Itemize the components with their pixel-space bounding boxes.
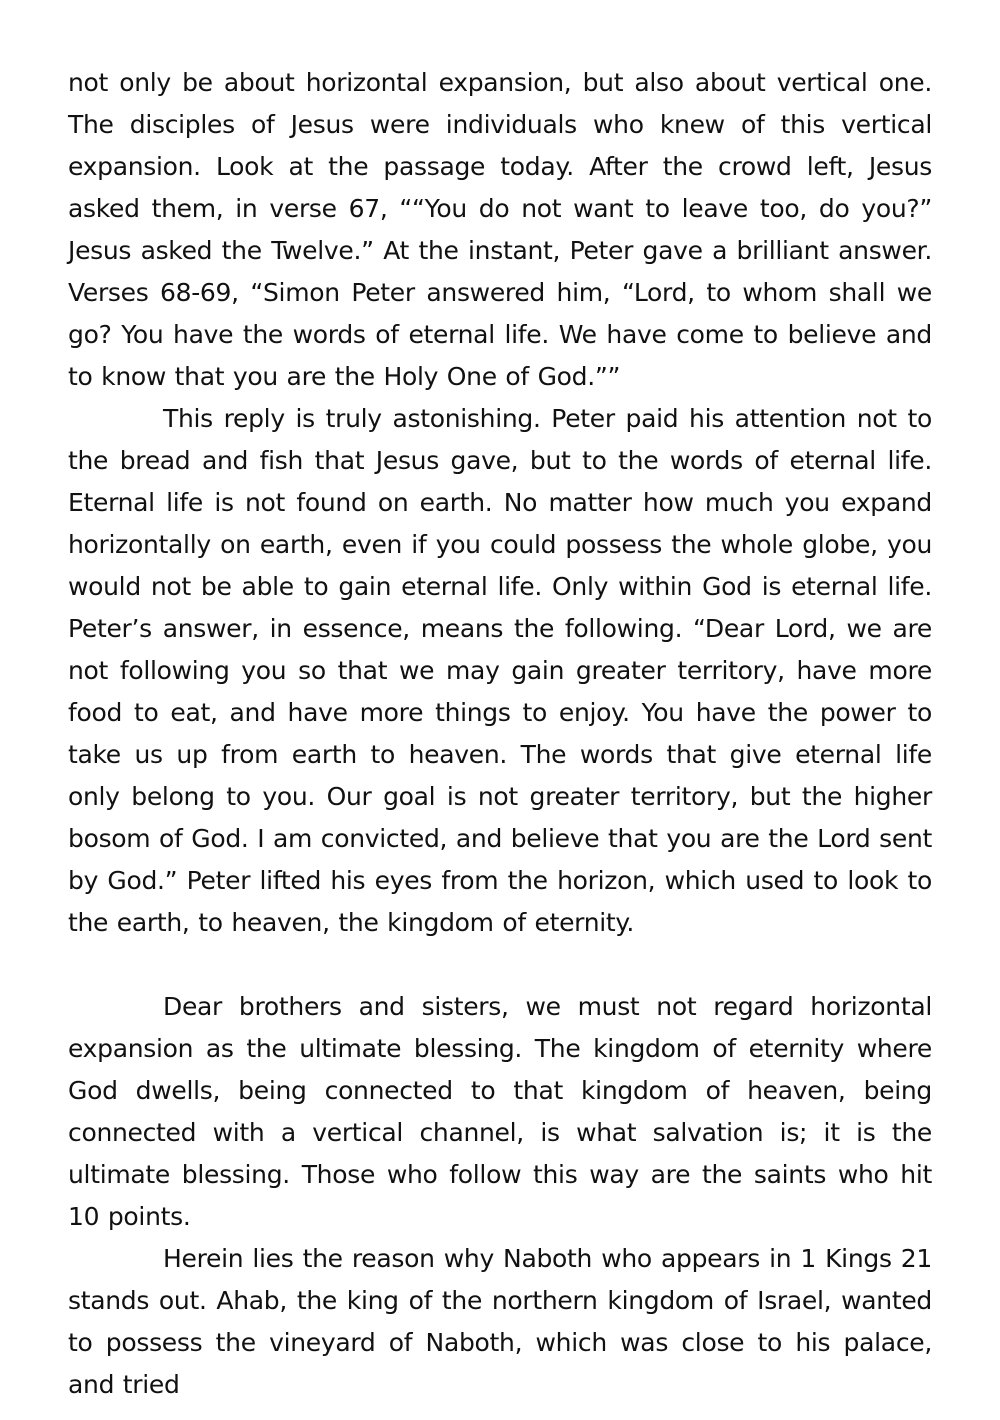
document-page (68, 62, 932, 1406)
paragraph-peter-reply: This reply is truly astonishing. Peter paid his attention not to the bread and fish that Jesus gave, but to the words of eternal life. Eternal life is not found on earth. No matter how much you expand horizontally on earth, even if you could possess the whole globe, you would not be able to gain eternal life. Only within God is eternal life. Peter’s answer, in essence, means the following. “Dear Lord, we are not following you so that we may gain greater territory, have more food to eat, and have more things to enjoy. You have the power to take us up from earth to heaven. The words that give eternal life only belong to you. Our goal is not greater territory, but the higher bosom of God. I am convicted, and believe that you are the Lord sent by God.” Peter lifted his eyes from the horizon, which used to look to the earth, to heaven, the kingdom of eternity. (68, 404, 932, 937)
paragraph-spacer (68, 944, 932, 986)
paragraph-continuation: not only be about horizontal expansion, but also about vertical one. The disciples of Jesus were individuals who knew of this vertical expansion. Look at the passage today. After the crowd left, Jesus asked them, in verse 67, ““You do not want to leave too, do you?” Jesus asked the Twelve.” At the instant, Peter gave a brilliant answer. Verses 68-69, “Simon Peter answered him, “Lord, to whom shall we go? You have the words of eternal life. We have come to believe and to know that you are the Holy One of God.”” (68, 68, 932, 391)
paragraph-ultimate-blessing: Dear brothers and sisters, we must not regard horizontal expansion as the ultimate blessing. The kingdom of eternity where God dwells, being connected to that kingdom of heaven, being connected with a vertical channel, is what salvation is; it is the ultimate blessing. Those who follow this way are the saints who hit 10 points. (68, 992, 932, 1231)
paragraph-naboth: Herein lies the reason why Naboth who appears in 1 Kings 21 stands out. Ahab, the king of the northern kingdom of Israel, wanted to possess the vineyard of Naboth, which was close to his palace, and tried (68, 1244, 932, 1399)
